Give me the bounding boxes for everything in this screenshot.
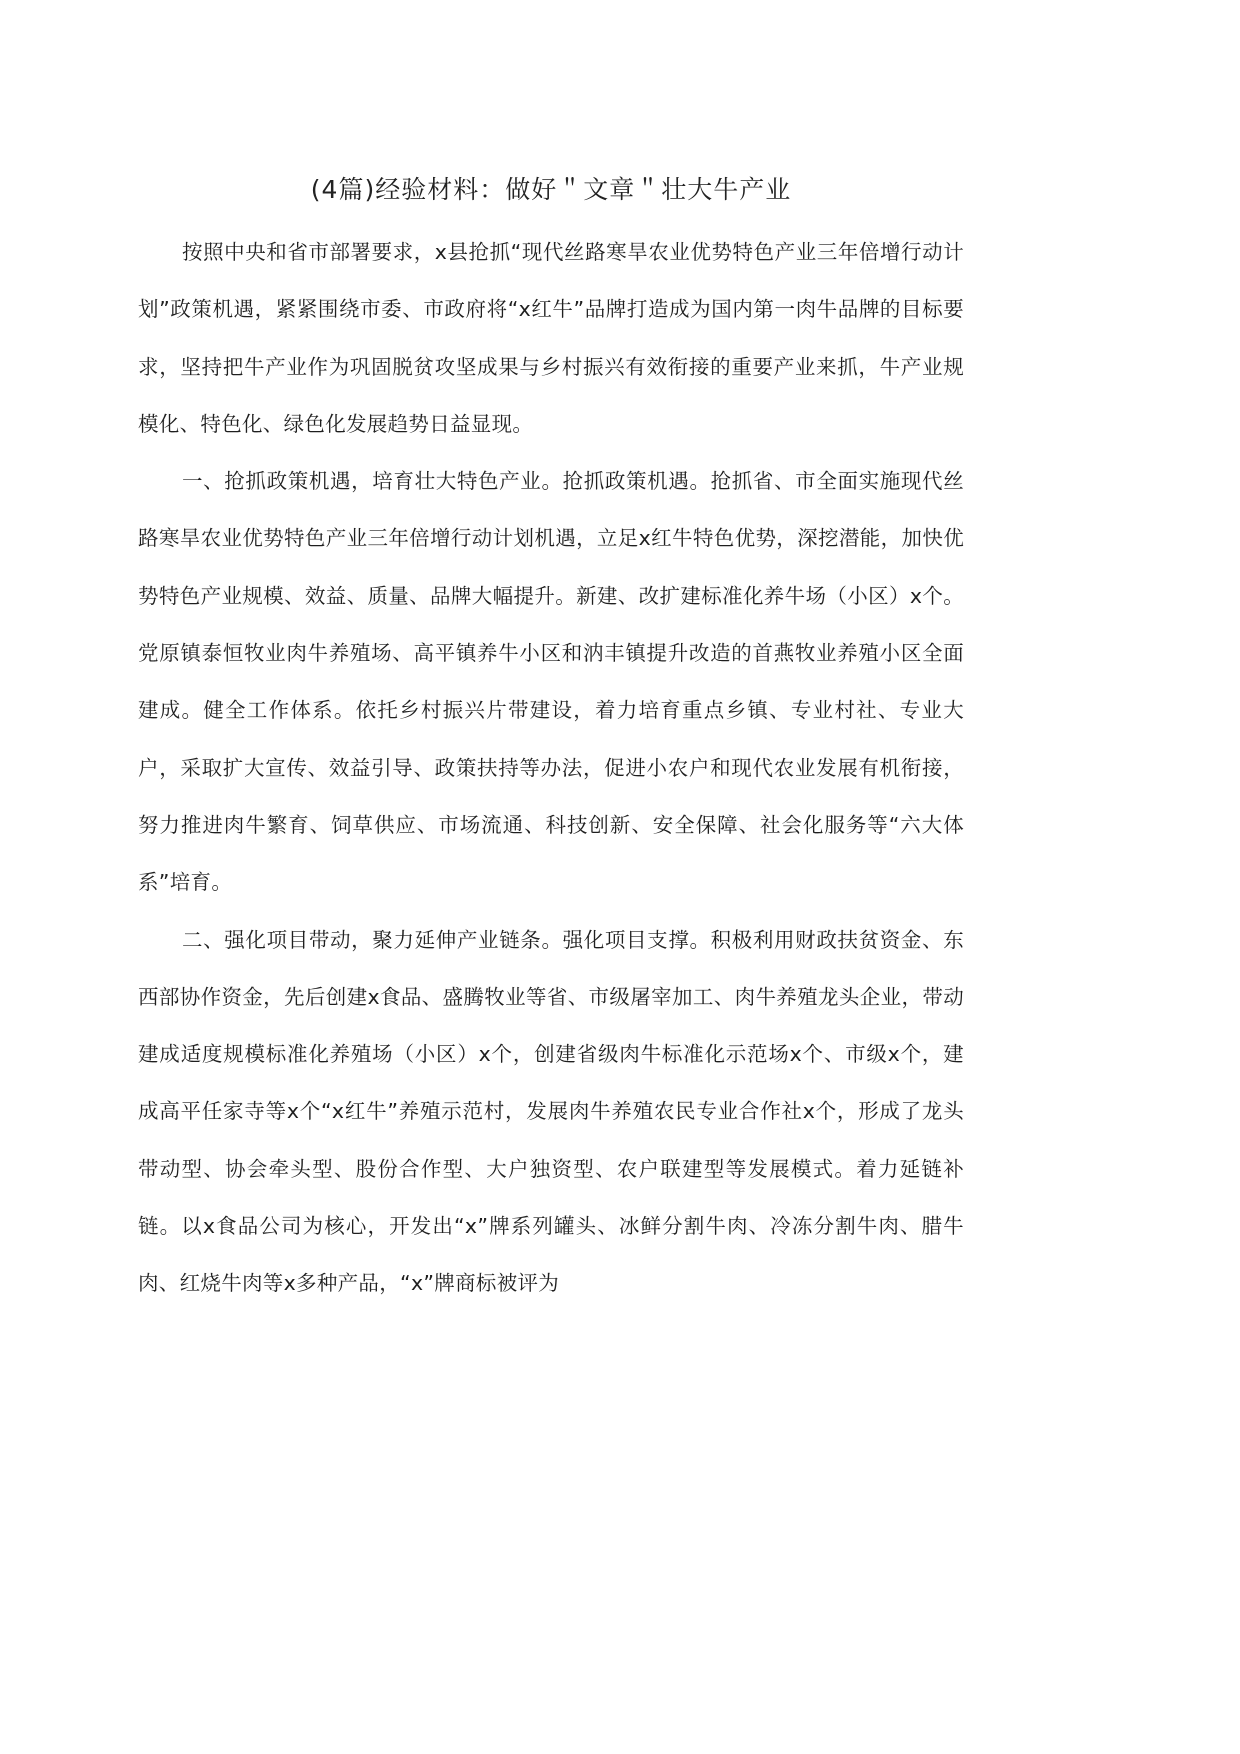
paragraph-section-1: 一、抢抓政策机遇，培育壮大特色产业。抢抓政策机遇。抢抓省、市全面实施现代丝路寒旱农业优势特色产业三年倍增行动计划机遇，立足x红牛特色优势，深挖潜能，加快优势特色产业规模、效益、质量、品牌大幅提升。新建、改扩建标准化养牛场（小区）x个。党原镇泰恒牧业肉牛养殖场、高平镇养牛小区和汭丰镇提升改造的首燕牧业养殖小区全面建成。健全工作体系。依托乡村振兴片带建设，着力培育重点乡镇、专业村社、专业大户，采取扩大宣传、效益引导、政策扶持等办法，促进小农户和现代农业发展有机衔接，努力推进肉牛繁育、饲草供应、市场流通、科技创新、安全保障、社会化服务等“六大体系”培育。 (138, 469, 964, 895)
document-body (138, 224, 964, 1313)
paragraph-intro: 按照中央和省市部署要求，x县抢抓“现代丝路寒旱农业优势特色产业三年倍增行动计划”政策机遇，紧紧围绕市委、市政府将“x红牛”品牌打造成为国内第一肉牛品牌的目标要求，坚持把牛产业作为巩固脱贫攻坚成果与乡村振兴有效衔接的重要产业来抓，牛产业规模化、特色化、绿色化发展趋势日益显现。 (138, 240, 964, 436)
document-title: (4篇)经验材料：做好＂文章＂壮大牛产业 (310, 175, 792, 204)
paragraph-section-2: 二、强化项目带动，聚力延伸产业链条。强化项目支撑。积极利用财政扶贫资金、东西部协作资金，先后创建x食品、盛腾牧业等省、市级屠宰加工、肉牛养殖龙头企业，带动建成适度规模标准化养殖场（小区）x个，创建省级肉牛标准化示范场x个、市级x个，建成高平任家寺等x个“x红牛”养殖示范村，发展肉牛养殖农民专业合作社x个，形成了龙头带动型、协会牵头型、股份合作型、大户独资型、农户联建型等发展模式。着力延链补链。以x食品公司为核心，开发出“x”牌系列罐头、冰鲜分割牛肉、冷冻分割牛肉、腊牛肉、红烧牛肉等x多种产品，“x”牌商标被评为 (138, 927, 964, 1296)
